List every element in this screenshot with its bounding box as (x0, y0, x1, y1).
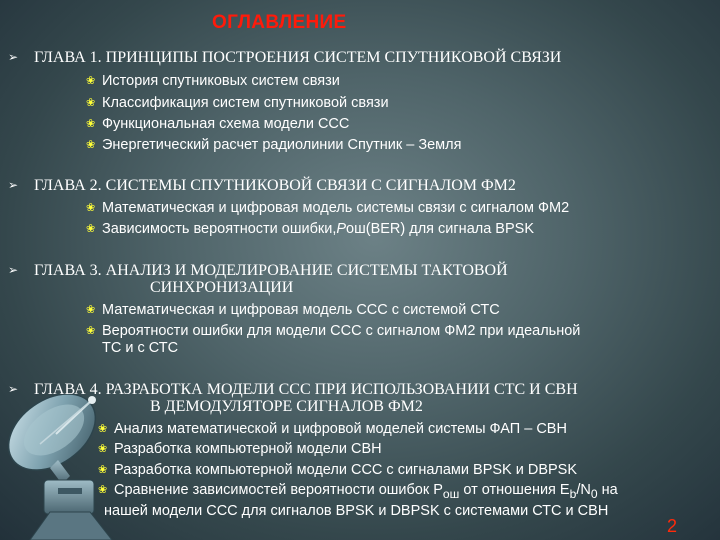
item-text: Энергетический расчет радиолинии Спутник – Земля (102, 137, 462, 153)
chapter-3-heading (8, 262, 508, 296)
chapter-4-heading (8, 381, 578, 415)
scroll-bullet-icon: ❀ (98, 423, 108, 435)
page-number: 2 (667, 516, 678, 536)
page-title: ОГЛАВЛЕНИЕ (212, 12, 347, 33)
arrow-right-icon: ➢ (8, 50, 19, 64)
chapter-3-title: ГЛАВА 3. АНАЛИЗ И МОДЕЛИРОВАНИЕ СИСТЕМЫ ТАКТОВОЙ (34, 262, 508, 279)
item-text: Математическая и цифровая модель ССС с системой СТС (102, 302, 500, 318)
chapter-1-item-4 (86, 137, 461, 154)
chapter-1-item-1 (86, 73, 340, 90)
item-text: Математическая и цифровая модель системы связи с сигналом ФМ2 (102, 200, 570, 216)
scroll-bullet-icon: ❀ (86, 97, 96, 109)
chapter-3-title-cont: СИНХРОНИЗАЦИИ (150, 279, 294, 296)
item-text: Разработка компьютерной модели СВН (114, 441, 382, 457)
item-text: Классификация систем спутниковой связи (102, 95, 389, 111)
chapter-2-item-1 (86, 200, 569, 217)
arrow-right-icon: ➢ (8, 382, 19, 396)
chapter-3-item-1 (86, 302, 500, 319)
chapter-1-heading (8, 49, 561, 66)
item-text: История спутниковых систем связи (102, 73, 340, 89)
chapter-3-item-2: ❀ Вероятности ошибки для модели ССС с сигналом ФМ2 при идеальной ТС и с СТС (86, 323, 581, 356)
scroll-bullet-icon: ❀ (86, 118, 96, 130)
item-text: Функциональная схема модели ССС (102, 116, 350, 132)
scroll-bullet-icon: ❀ (98, 464, 108, 476)
scroll-bullet-icon: ❀ (86, 202, 96, 214)
item-text: Анализ математической и цифровой моделей системы ФАП – СВН (114, 421, 567, 437)
item-text: Разработка компьютерной модели ССС с сигналами BPSK и DBPSK (114, 462, 578, 478)
chapter-4-item-4: ❀ Сравнение зависимостей вероятности ошибок $P_{ош}$ от отношения $E_b/N_0$ на нашей модели ССС для сигналов BPSK и DBPSK с системами СТС и СВН (98, 482, 618, 519)
scroll-bullet-icon: ❀ (98, 443, 108, 455)
scroll-bullet-icon: ❀ (86, 223, 96, 235)
chapter-1-item-3 (86, 116, 349, 133)
chapter-1-item-2 (86, 95, 389, 112)
scroll-bullet-icon: ❀ (86, 304, 96, 316)
chapter-2-heading (8, 177, 516, 194)
chapter-4-item-2 (98, 441, 382, 458)
arrow-right-icon: ➢ (8, 263, 19, 277)
scroll-bullet-icon: ❀ (86, 325, 96, 337)
chapter-4-title: ГЛАВА 4. РАЗРАБОТКА МОДЕЛИ ССС ПРИ ИСПОЛЬЗОВАНИИ СТС И СВН (34, 381, 578, 398)
arrow-right-icon: ➢ (8, 178, 19, 192)
chapter-4-item-1 (98, 421, 567, 438)
scroll-bullet-icon: ❀ (98, 484, 108, 496)
scroll-bullet-icon: ❀ (86, 139, 96, 151)
chapter-2-title: ГЛАВА 2. СИСТЕМЫ СПУТНИКОВОЙ СВЯЗИ С СИГНАЛОМ ФМ2 (34, 177, 516, 194)
chapter-4-title-cont: В ДЕМОДУЛЯТОРЕ СИГНАЛОВ ФМ2 (150, 398, 423, 415)
scroll-bullet-icon: ❀ (86, 75, 96, 87)
chapter-2-item-2: ❀ Зависимость вероятности ошибки,Pош(BER) для сигнала BPSK (86, 221, 534, 237)
chapter-4-item-3 (98, 462, 577, 479)
chapter-1-title: ГЛАВА 1. ПРИНЦИПЫ ПОСТРОЕНИЯ СИСТЕМ СПУТНИКОВОЙ СВЯЗИ (34, 49, 562, 66)
